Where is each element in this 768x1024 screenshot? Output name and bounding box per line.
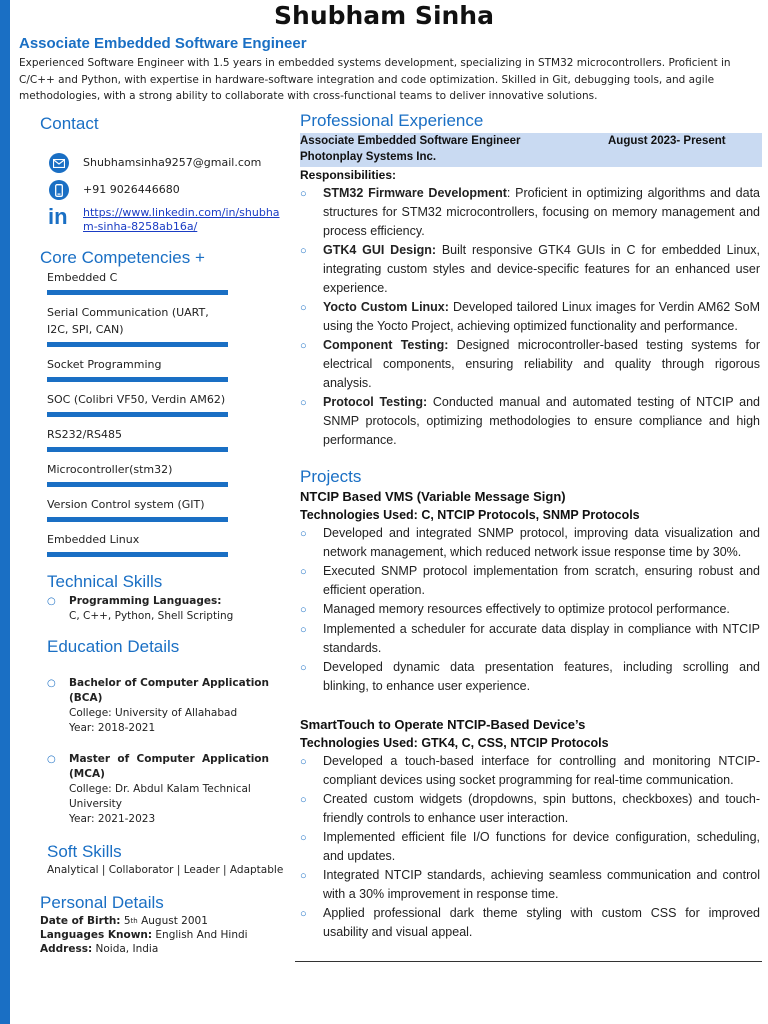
left-accent-bar xyxy=(0,0,10,1024)
project-item xyxy=(300,790,762,828)
contact-phone-row xyxy=(40,180,290,200)
right-column xyxy=(300,110,762,942)
languages-value: English And Hindi xyxy=(155,929,248,941)
experience-header-bar xyxy=(300,133,762,167)
contact-linkedin-row xyxy=(40,206,290,233)
competency-item: Socket Programming xyxy=(47,358,162,371)
education-year: Year: 2018-2021 xyxy=(69,722,156,734)
competency-item: Microcontroller(stm32) xyxy=(47,463,173,476)
competency-bar xyxy=(47,377,228,382)
dob-suffix: th xyxy=(130,917,138,925)
education-college: College: University of Allahabad xyxy=(69,707,238,719)
project-title: SmartTouch to Operate NTCIP-Based Device’s xyxy=(300,717,586,732)
contact-email-row xyxy=(40,153,290,173)
experience-title: Associate Embedded Software Engineer xyxy=(300,135,521,147)
competency-bar xyxy=(47,552,228,557)
competencies-list xyxy=(47,269,228,557)
bullet-icon: ○ xyxy=(300,662,307,674)
responsibility-label: GTK4 GUI Design: xyxy=(323,243,437,257)
technical-item xyxy=(47,594,290,609)
soft-skills-text: Analytical | Collaborator | Leader | Adaptable xyxy=(47,864,284,876)
address-label: Address: xyxy=(40,943,93,955)
competency-item: Serial Communication (UART, I2C, SPI, CAN) xyxy=(47,306,209,336)
project-tech: Technologies Used: C, NTCIP Protocols, SNMP Protocols xyxy=(300,508,640,522)
competency-bar xyxy=(47,482,228,487)
personal-address xyxy=(40,942,290,956)
responsibility-label: Protocol Testing: xyxy=(323,395,428,409)
responsibility-item xyxy=(300,241,762,298)
left-column xyxy=(40,113,290,956)
bullet-icon: ○ xyxy=(300,604,307,616)
responsibility-item xyxy=(300,393,762,450)
education-heading: Education Details xyxy=(47,637,180,656)
candidate-role: Associate Embedded Software Engineer xyxy=(19,35,307,52)
phone-icon xyxy=(49,180,69,200)
bullet-icon: ○ xyxy=(300,794,307,806)
project-item-text: Developed dynamic data presentation features, including scrolling and blinking, to enhance user experience. xyxy=(323,660,760,693)
project-item-text: Developed and integrated SNMP protocol, improving data visualization and network management, which reduced network issue response time by 30%. xyxy=(323,526,760,559)
email-icon xyxy=(49,153,69,173)
education-college: College: Dr. Abdul Kalam Technical University xyxy=(69,783,251,810)
bullet-icon: ○ xyxy=(300,870,307,882)
responsibility-label: Component Testing: xyxy=(323,338,449,352)
technical-heading: Technical Skills xyxy=(47,572,163,591)
competency-item: Embedded Linux xyxy=(47,533,140,546)
project-block xyxy=(300,488,762,696)
education-degree-row xyxy=(47,752,290,782)
responsibility-label: STM32 Firmware Development xyxy=(323,186,507,200)
bullet-icon: ○ xyxy=(300,756,307,768)
bullet-icon: ○ xyxy=(300,832,307,844)
project-item-text: Applied professional dark theme styling with custom CSS for improved usability and visual appeal. xyxy=(323,906,760,939)
responsibilities-label: Responsibilities: xyxy=(300,168,397,182)
personal-languages xyxy=(40,928,290,942)
competency-item: SOC (Colibri VF50, Verdin AM62) xyxy=(47,393,226,406)
project-item xyxy=(300,828,762,866)
education-degree: Bachelor of Computer Application (BCA) xyxy=(69,677,269,704)
dob-label: Date of Birth: xyxy=(40,915,121,927)
project-item xyxy=(300,600,762,620)
bullet-icon: ○ xyxy=(300,528,307,540)
bullet-icon: ○ xyxy=(300,188,307,200)
competency-bar xyxy=(47,412,228,417)
competency-bar xyxy=(47,290,228,295)
project-tech: Technologies Used: GTK4, C, CSS, NTCIP Protocols xyxy=(300,736,609,750)
responsibility-text: Developed tailored Linux images for Verdin AM62 SoM using the Yocto Project, achieving optimized functionality and performance. xyxy=(323,300,761,333)
dob-month-year: August 2001 xyxy=(141,915,208,927)
project-item xyxy=(300,752,762,790)
personal-dob xyxy=(40,914,290,928)
responsibility-text: Conducted manual and automated testing of NTCIP and SNMP protocols, optimizing methodologies to ensure compliance and high performance. xyxy=(323,395,760,447)
responsibility-item xyxy=(300,298,762,336)
project-item xyxy=(300,562,762,600)
divider-line xyxy=(295,961,762,962)
personal-heading: Personal Details xyxy=(40,893,164,912)
bullet-icon: ○ xyxy=(300,908,307,920)
responsibility-item xyxy=(300,184,762,241)
project-item-text: Implemented efficient file I/O functions for device configuration, scheduling, and updates. xyxy=(323,830,760,863)
project-item-text: Developed a touch-based interface for controlling and monitoring NTCIP-compliant devices using socket programming for real-time communication. xyxy=(323,754,760,787)
projects-heading: Projects xyxy=(300,467,362,486)
summary-text: Experienced Software Engineer with 1.5 years in embedded systems development, specializing in STM32 microcontrollers. Proficient in C/C++ and Python, with expertise in hardware-software integration and code optimization. Skilled in Git, debugging tools, and agile methodologies, with a strong ability to collaborate with cross-functional teams to deliver innovative solutions. xyxy=(19,57,731,102)
project-item xyxy=(300,904,762,942)
technical-label: Programming Languages: xyxy=(69,595,222,607)
competencies-heading: Core Competencies + xyxy=(40,248,205,267)
education-degree: Master of Computer Application (MCA) xyxy=(69,753,269,780)
bullet-icon: ○ xyxy=(300,245,307,257)
responsibility-item xyxy=(300,336,762,393)
linkedin-link[interactable]: https://www.linkedin.com/in/shubham-sinha-8258ab16a/ xyxy=(83,206,280,233)
bullet-icon: ○ xyxy=(300,397,307,409)
dob-day: 5 xyxy=(123,915,131,927)
bullet-icon: ○ xyxy=(300,340,307,352)
education-year: Year: 2021-2023 xyxy=(69,813,156,825)
competency-item: RS232/RS485 xyxy=(47,428,122,441)
education-item xyxy=(47,676,290,736)
project-item xyxy=(300,620,762,658)
responsibility-text: Proficient in optimizing algorithms and data structures for STM32 microcontrollers, focusing on memory management and process efficiency. xyxy=(323,186,761,238)
bullet-icon: ○ xyxy=(300,624,307,636)
project-item-text: Created custom widgets (dropdowns, spin buttons, checkboxes) and touch-friendly controls to enhance user interaction. xyxy=(323,792,760,825)
bullet-icon: ○ xyxy=(300,566,307,578)
project-item-text: Executed SNMP protocol implementation from scratch, ensuring robust and efficient operation. xyxy=(323,564,760,597)
project-item-text: Managed memory resources effectively to optimize protocol performance. xyxy=(323,602,730,616)
candidate-name: Shubham Sinha xyxy=(274,1,494,30)
bullet-icon: ○ xyxy=(300,302,307,314)
project-item xyxy=(300,866,762,904)
bullet-icon: ○ xyxy=(47,596,56,607)
address-value: Noida, India xyxy=(95,943,159,955)
bullet-icon: ○ xyxy=(47,754,56,765)
experience-company: Photonplay Systems Inc. xyxy=(300,151,437,163)
responsibility-text: Designed microcontroller-based testing systems for electrical components, ensuring reliability and quality through rigorous analysis. xyxy=(323,338,760,390)
competency-bar xyxy=(47,447,228,452)
education-item xyxy=(47,752,290,827)
phone-text[interactable]: +91 9026446680 xyxy=(83,183,180,196)
project-item-text: Implemented a scheduler for accurate data display in compliance with NTCIP standards. xyxy=(323,622,760,655)
linkedin-icon: in xyxy=(48,204,68,229)
project-item xyxy=(300,524,762,562)
competency-item: Version Control system (GIT) xyxy=(47,498,205,511)
bullet-icon: ○ xyxy=(47,678,56,689)
contact-heading: Contact xyxy=(40,114,99,133)
responsibility-label: Yocto Custom Linux: xyxy=(323,300,449,314)
project-item xyxy=(300,658,762,696)
email-text[interactable]: Shubhamsinha9257@gmail.com xyxy=(83,156,262,169)
responsibilities-list xyxy=(300,184,762,450)
project-title: NTCIP Based VMS (Variable Message Sign) xyxy=(300,489,566,504)
competency-item: Embedded C xyxy=(47,271,118,284)
responsibility-text: Built responsive GTK4 GUIs in C for embedded Linux, integrating custom styles and device-specific features for an enhanced user experience. xyxy=(323,243,761,295)
competency-bar xyxy=(47,517,228,522)
experience-heading: Professional Experience xyxy=(300,111,484,130)
technical-value: C, C++, Python, Shell Scripting xyxy=(69,610,234,622)
experience-dates: August 2023- Present xyxy=(608,135,726,147)
responsibility-sep: : xyxy=(506,186,511,200)
project-block xyxy=(300,716,762,942)
languages-label: Languages Known: xyxy=(40,929,153,941)
soft-skills-heading: Soft Skills xyxy=(47,842,122,861)
project-item-text: Integrated NTCIP standards, achieving seamless communication and control with a 30% improvement in response time. xyxy=(323,868,760,901)
education-degree-row xyxy=(47,676,290,706)
competency-bar xyxy=(47,342,228,347)
